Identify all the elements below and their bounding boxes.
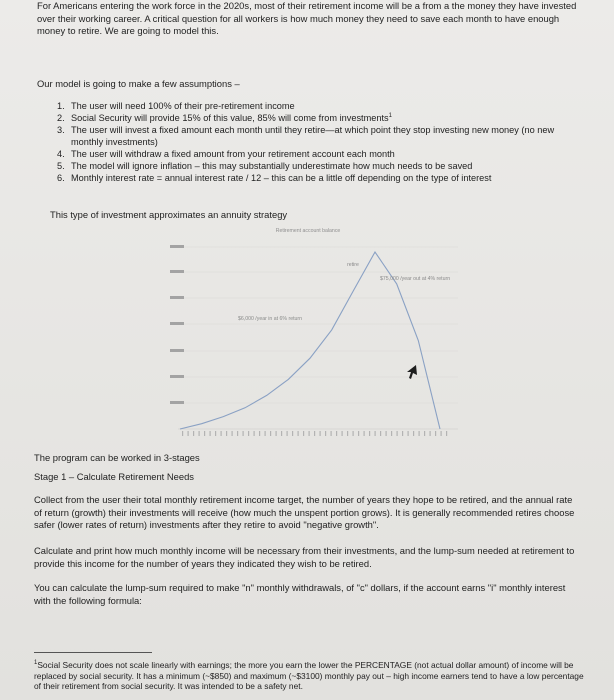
x-tick bbox=[188, 431, 189, 436]
y-tick-label bbox=[170, 270, 184, 273]
x-tick bbox=[375, 431, 376, 436]
assumption-number: 5. bbox=[57, 161, 65, 171]
balance-chart bbox=[158, 222, 466, 444]
collect-paragraph: Collect from the user their total monthly retirement income target, the number of years they hope to be retired, and the annual rate of return (growth) their investments will receive (how much the unspent portion grows). It is generally recommended retires choose safer (lower rates of return) investments after they retire to avoid "negative growth". bbox=[34, 494, 575, 531]
x-tick bbox=[210, 431, 211, 436]
x-tick bbox=[221, 431, 222, 436]
x-tick bbox=[276, 431, 277, 436]
assumptions-intro: Our model is going to make a few assumptions – bbox=[37, 78, 240, 89]
y-tick-label bbox=[170, 349, 184, 352]
assumption-item bbox=[37, 160, 585, 172]
x-tick bbox=[364, 431, 365, 436]
x-tick bbox=[237, 431, 238, 436]
assumption-item bbox=[37, 148, 585, 160]
footnote-divider bbox=[34, 652, 152, 653]
x-tick bbox=[265, 431, 266, 436]
lump-sum-paragraph: You can calculate the lump-sum required to make "n" monthly withdrawals, of "c" dollars, if the account earns "i" monthly interest with the following formula: bbox=[34, 582, 566, 606]
chart-svg bbox=[158, 222, 466, 444]
calculate-paragraph: Calculate and print how much monthly income will be necessary from their investments, and the lump-sum needed at retirement to provide this income for the number of years they indicated they wish to be retired. bbox=[34, 545, 575, 569]
y-tick-label bbox=[170, 375, 184, 378]
x-tick bbox=[243, 431, 244, 436]
x-tick bbox=[441, 431, 442, 436]
assumption-text: Monthly interest rate = annual interest rate / 12 – this can be a little off depending on the type of interest bbox=[71, 173, 492, 183]
gridlines bbox=[178, 247, 458, 429]
assumption-item bbox=[37, 112, 585, 124]
x-tick bbox=[298, 431, 299, 436]
x-tick bbox=[325, 431, 326, 436]
assumptions-list bbox=[37, 100, 585, 184]
withdrawal-label: $75,000 /year out at 4% return bbox=[380, 276, 451, 282]
y-tick-label bbox=[170, 296, 184, 299]
x-tick bbox=[424, 431, 425, 436]
x-tick bbox=[391, 431, 392, 436]
x-tick bbox=[408, 431, 409, 436]
intro-paragraph: For Americans entering the work force in the 2020s, most of their retirement income will be a from a the money they have invested over their working career. A critical question for all workers is how much money they need to save each month to have enough money to retire. We are going to model this. bbox=[37, 0, 577, 37]
x-tick bbox=[446, 431, 447, 436]
x-tick bbox=[303, 431, 304, 436]
stage1-heading: Stage 1 – Calculate Retirement Needs bbox=[34, 471, 194, 482]
assumption-number: 1. bbox=[57, 101, 65, 111]
x-tick bbox=[430, 431, 431, 436]
assumption-item bbox=[37, 100, 585, 112]
assumption-text: The user will invest a fixed amount each month until they retire—at which point they stop investing new money (no new monthly investments) bbox=[71, 125, 555, 147]
x-tick bbox=[358, 431, 359, 436]
footnote bbox=[34, 660, 586, 692]
assumption-number: 6. bbox=[57, 173, 65, 183]
x-tick bbox=[380, 431, 381, 436]
assumption-item bbox=[37, 124, 585, 148]
footnote-ref: 1 bbox=[388, 112, 392, 119]
y-tick-label bbox=[170, 322, 184, 325]
footnote-text: Social Security does not scale linearly with earnings; the more you earn the lower the PERCENTAGE (not actual dollar amount) of income will be replaced by social security. It has a minimum (~$850) and maximum (~$3100) monthly pay out – high income earners tend to have a low percentage of their retirement from social security. It was intended to be a safety net. bbox=[34, 660, 584, 692]
x-tick bbox=[270, 431, 271, 436]
x-tick bbox=[314, 431, 315, 436]
x-tick bbox=[402, 431, 403, 436]
stages-intro: The program can be worked in 3-stages bbox=[34, 452, 200, 463]
x-tick bbox=[287, 431, 288, 436]
assumption-item bbox=[37, 172, 585, 184]
assumption-text: The user will withdraw a fixed amount from your retirement account each month bbox=[71, 149, 395, 159]
footnote-mark: 1 bbox=[34, 660, 38, 667]
x-tick bbox=[215, 431, 216, 436]
assumption-number: 4. bbox=[57, 149, 65, 159]
x-tick bbox=[226, 431, 227, 436]
y-tick-labels bbox=[170, 245, 184, 404]
x-tick bbox=[435, 431, 436, 436]
x-tick bbox=[281, 431, 282, 436]
x-tick bbox=[347, 431, 348, 436]
assumption-text: The model will ignore inflation – this may substantially underestimate how much needs to be saved bbox=[71, 161, 473, 171]
x-tick bbox=[419, 431, 420, 436]
x-tick bbox=[397, 431, 398, 436]
peak-label: retire bbox=[347, 262, 359, 268]
x-tick bbox=[248, 431, 249, 436]
x-tick bbox=[204, 431, 205, 436]
x-tick bbox=[182, 431, 183, 436]
x-tick bbox=[369, 431, 370, 436]
chart-title: Retirement account balance bbox=[275, 228, 341, 234]
x-tick bbox=[292, 431, 293, 436]
y-tick-label bbox=[170, 245, 184, 248]
x-tick bbox=[259, 431, 260, 436]
assumption-number: 3. bbox=[57, 125, 65, 135]
x-tick bbox=[336, 431, 337, 436]
assumption-text: The user will need 100% of their pre-retirement income bbox=[71, 101, 295, 111]
x-tick bbox=[232, 431, 233, 436]
x-tick bbox=[342, 431, 343, 436]
assumption-number: 2. bbox=[57, 113, 65, 123]
y-tick-label bbox=[170, 401, 184, 404]
annuity-note: This type of investment approximates an annuity strategy bbox=[50, 209, 288, 220]
x-tick bbox=[254, 431, 255, 436]
x-tick bbox=[413, 431, 414, 436]
x-tick bbox=[331, 431, 332, 436]
x-tick bbox=[386, 431, 387, 436]
assumption-text: Social Security will provide 15% of this value, 85% will come from investments bbox=[71, 113, 389, 123]
x-tick bbox=[199, 431, 200, 436]
x-tick-labels bbox=[182, 431, 447, 436]
x-tick bbox=[353, 431, 354, 436]
x-tick bbox=[309, 431, 310, 436]
x-tick bbox=[193, 431, 194, 436]
accumulation-label: $6,000 /year in at 6% return bbox=[238, 316, 303, 322]
x-tick bbox=[320, 431, 321, 436]
